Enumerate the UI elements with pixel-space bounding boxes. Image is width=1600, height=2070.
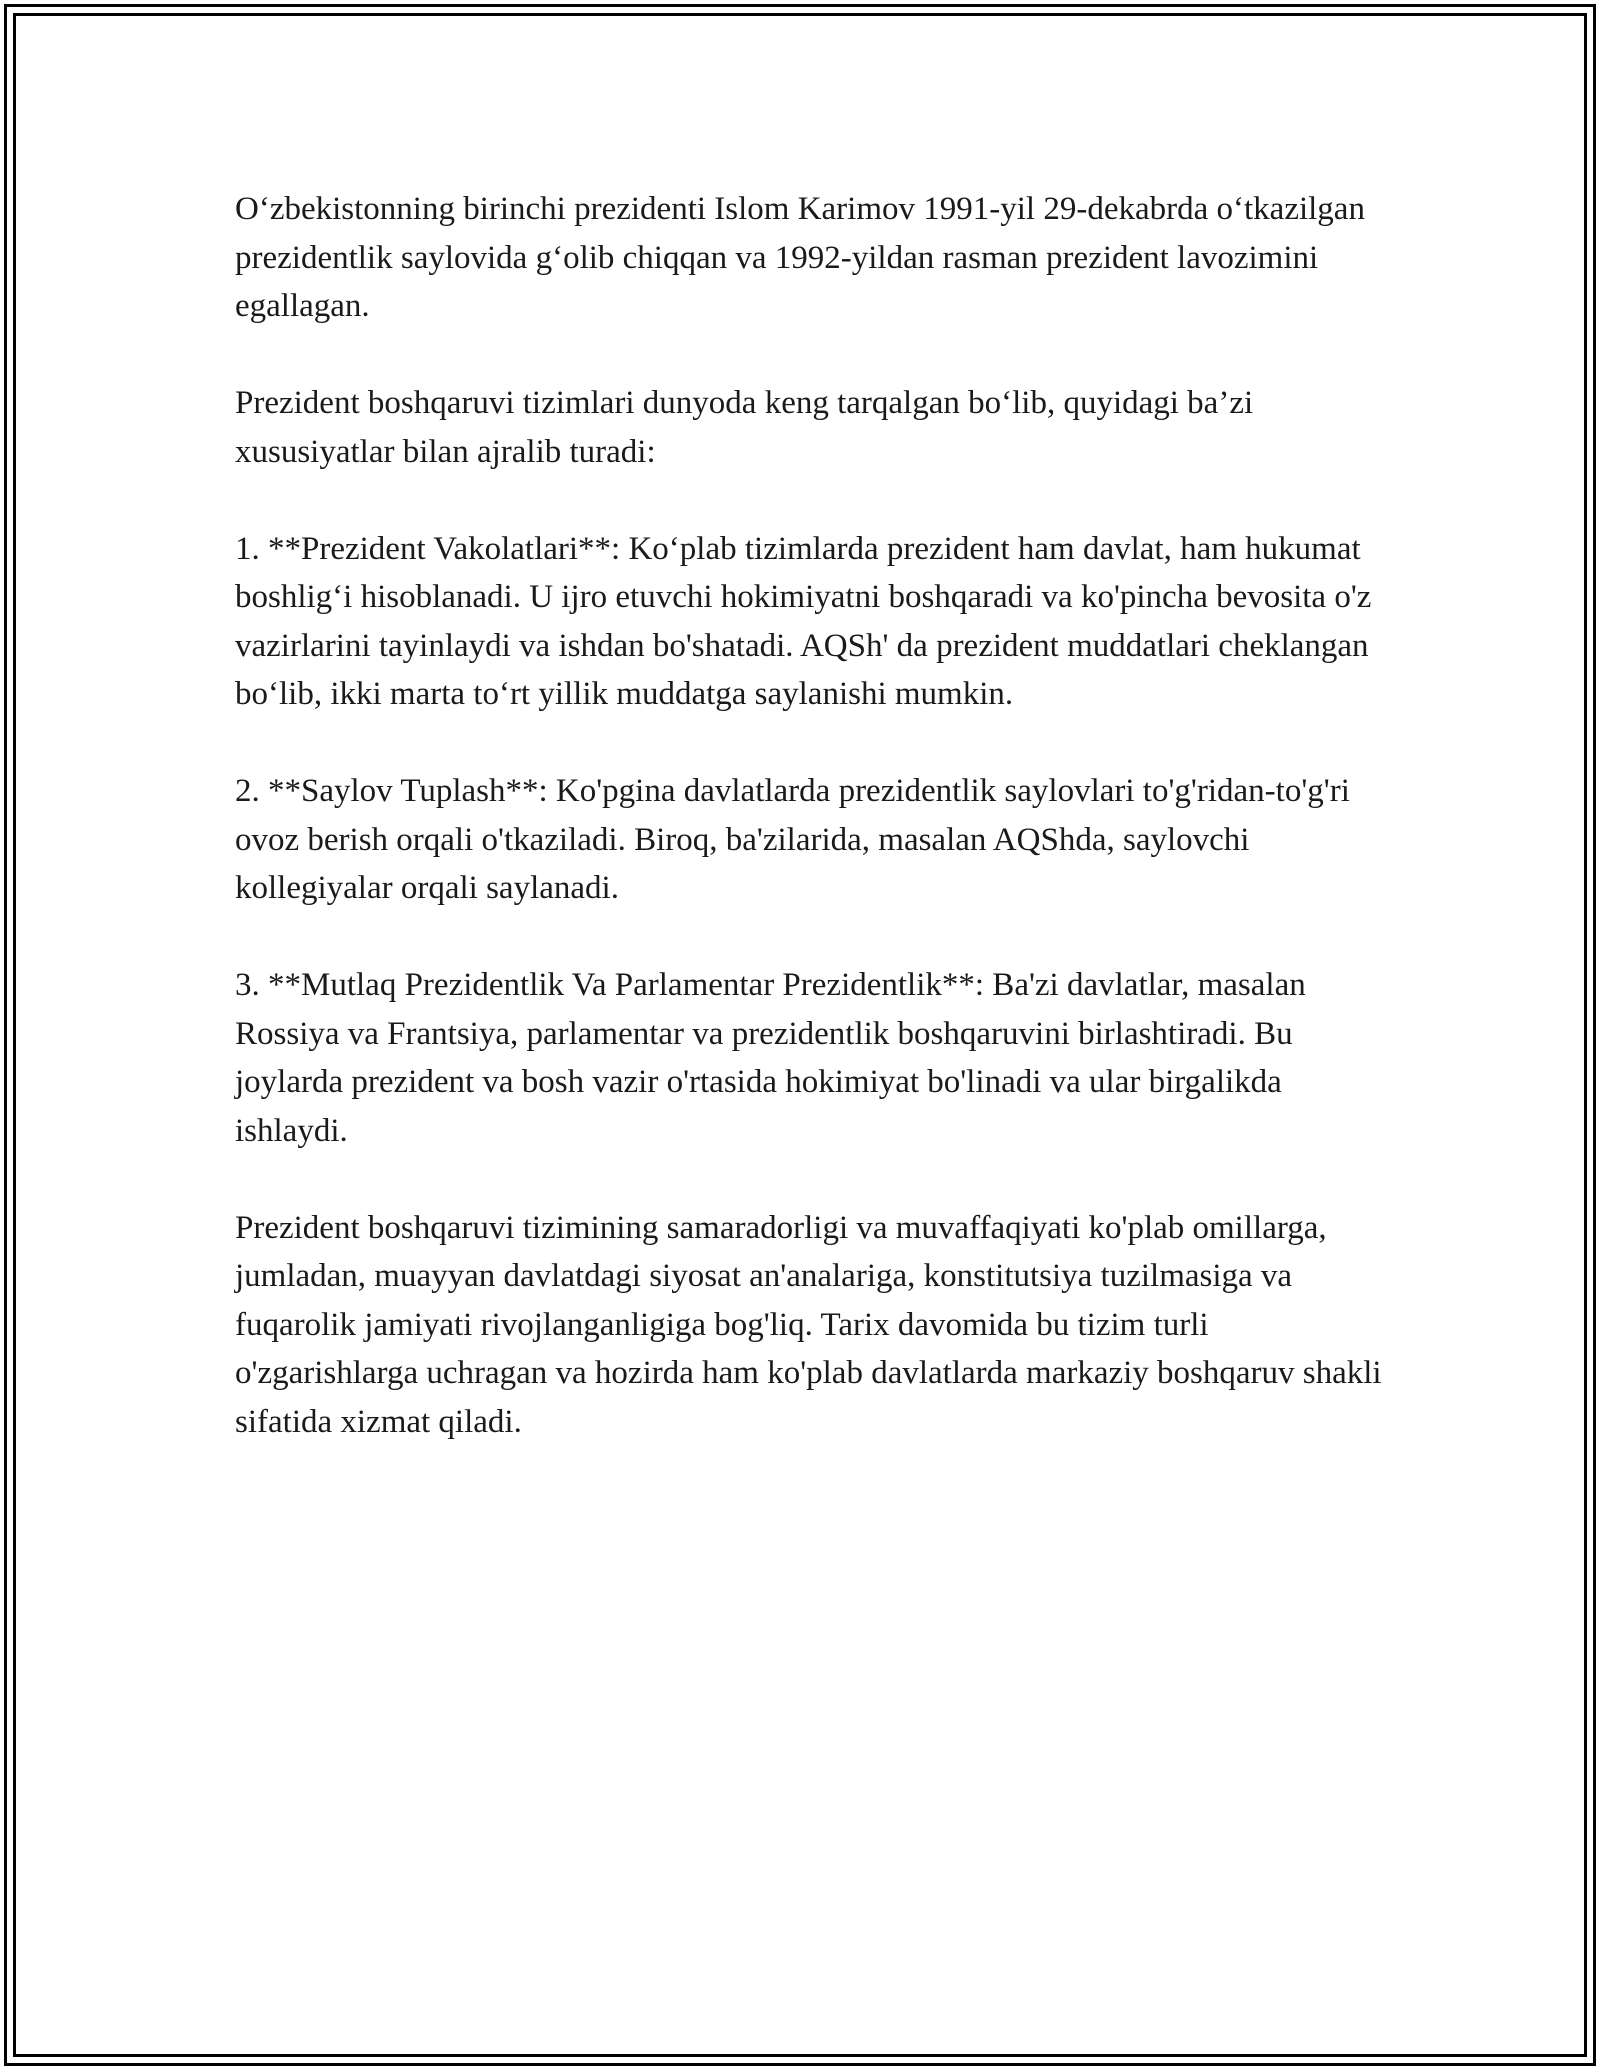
list-item-2: 2. **Saylov Tuplash**: Ko'pgina davlatlarda prezidentlik saylovlari to'g'ridan-to'g'ri ovoz berish orqali o'tkaziladi. Biroq, ba'zilarida, masalan AQShda, saylovchi kollegiyalar orqali saylanadi. [235,773,1350,906]
paragraph-intro: O‘zbekistonning birinchi prezidenti Islom Karimov 1991-yil 29-dekabrda o‘tkazilgan prezidentlik saylovida g‘olib chiqqan va 1992-yildan rasman prezident lavozimini egallagan. [235,191,1365,324]
paragraph-overview: Prezident boshqaruvi tizimlari dunyoda keng tarqalgan bo‘lib, quyidagi ba’zi xususiyatlar bilan ajralib turadi: [235,385,1254,470]
document-body [235,185,1395,1495]
list-item-3: 3. **Mutlaq Prezidentlik Va Parlamentar Prezidentlik**: Ba'zi davlatlar, masalan Rossiya va Frantsiya, parlamentar va prezidentlik boshqaruvini birlashtiradi. Bu joylarda prezident va bosh vazir o'rtasida hokimiyat bo'linadi va ular birgalikda ishlaydi. [235,967,1306,1149]
paragraph-conclusion: Prezident boshqaruvi tizimining samaradorligi va muvaffaqiyati ko'plab omillarga, jumladan, muayyan davlatdagi siyosat an'analariga, konstitutsiya tuzilmasiga va fuqarolik jamiyati rivojlanganligiga bog'liq. Tarix davomida bu tizim turli o'zgarishlarga uchragan va hozirda ham ko'plab davlatlarda markaziy boshqaruv shakli sifatida xizmat qiladi. [235,1209,1382,1440]
list-item-1: 1. **Prezident Vakolatlari**: Ko‘plab tizimlarda prezident ham davlat, ham hukumat boshlig‘i hisoblanadi. U ijro etuvchi hokimiyatni boshqaradi va ko'pincha bevosita o'z vazirlarini tayinlaydi va ishdan bo'shatadi. AQSh' da prezident muddatlari cheklangan bo‘lib, ikki marta to‘rt yillik muddatga saylanishi mumkin. [235,530,1372,712]
